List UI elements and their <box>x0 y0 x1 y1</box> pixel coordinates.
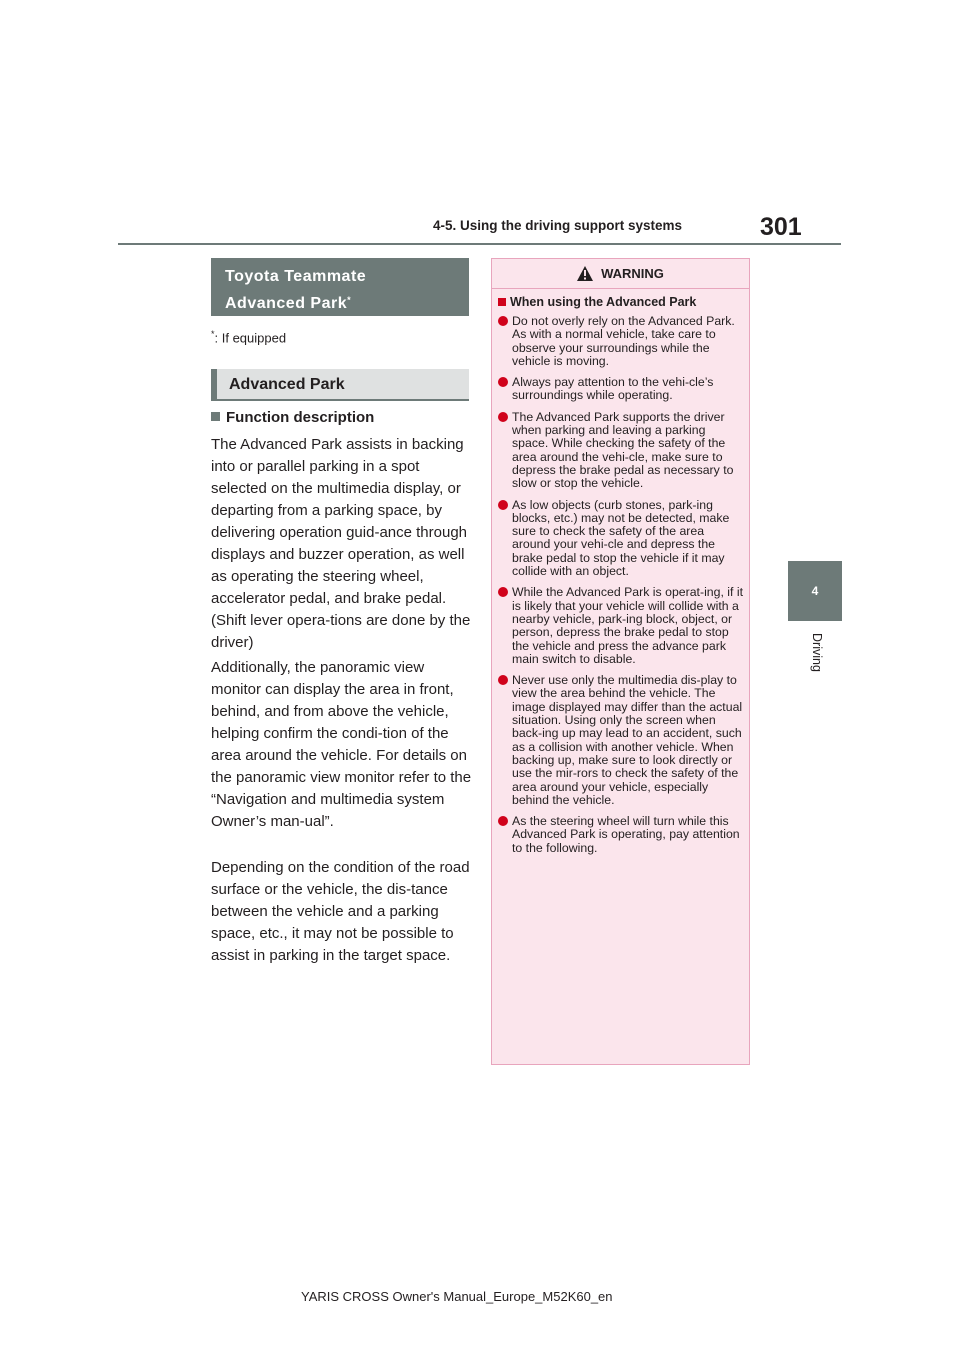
paragraph-2: Additionally, the panoramic view monitor can display the area in front, behind, and from above the vehicle, helping confirm the condi-tion of the area around the vehicle. For details on the panoramic view monitor refer to the “Navigation and multimedia system Owner’s man-ual”. <box>211 659 472 830</box>
chapter-tab-number: 4 <box>788 561 842 621</box>
warning-item: As the steering wheel will turn while this Advanced Park is operating, pay attention to the following. <box>498 815 745 855</box>
warning-item: As low objects (curb stones, park-ing blocks, etc.) may not be detected, make sure to check the safety of the area around your vehi-cle and depress the brake pedal to stop the vehicle if it may collide with an object. <box>498 499 745 579</box>
warning-header: WARNING <box>492 259 749 289</box>
chapter-tab-label: Driving <box>810 633 824 672</box>
title-block <box>211 258 469 316</box>
bullet-dot-icon <box>498 675 508 685</box>
warning-item: Never use only the multimedia dis-play to view the area behind the vehicle. The image displayed may differ than the actual situation. Using only the screen when back-ing up may lead to an accident, such as a collision with another vehicle. When backing up, make sure to look directly or use the mir-rors to check the safety of the area around your vehicle, especially behind the vehicle. <box>498 674 745 807</box>
section-title: 4-5. Using the driving support systems <box>433 218 683 233</box>
header-rule <box>118 243 841 245</box>
warning-box <box>491 258 750 1065</box>
bullet-dot-icon <box>498 816 508 826</box>
warning-item: Do not overly rely on the Advanced Park. As with a normal vehicle, take care to observe your surroundings while the vehicle is moving. <box>498 315 745 368</box>
bullet-dot-icon <box>498 412 508 422</box>
bullet-dot-icon <box>498 316 508 326</box>
title-line-1: Toyota Teammate <box>225 268 367 285</box>
warning-triangle-icon <box>577 266 593 281</box>
footnote: *: If equipped <box>211 329 287 346</box>
paragraph-1: The Advanced Park assists in backing into or parallel parking in a spot selected on the multimedia display, or departing from a parking space, by delivering operation guid-ance through displays and buzzer operation, as well as operating the steering wheel, accelerator pedal, and brake pedal. (Shift lever opera-tions are done by the driver) <box>211 436 471 651</box>
warning-item: While the Advanced Park is operat-ing, if it is likely that your vehicle will collide with a nearby vehicle, park-ing block, object, or person, depress the brake pedal to stop the vehicle and press the advance park main switch to disable. <box>498 586 745 666</box>
subsection-heading: Function description <box>211 409 374 426</box>
section-heading: Advanced Park <box>211 369 469 401</box>
warning-item: Always pay attention to the vehi-cle’s surroundings while operating. <box>498 376 745 403</box>
paragraph-3: Depending on the condition of the road surface or the vehicle, the dis-tance between the vehicle and a parking space, etc., it may not be possible to assist in parking in the target space. <box>211 859 470 964</box>
bullet-dot-icon <box>498 587 508 597</box>
bullet-dot-icon <box>498 500 508 510</box>
warning-item: The Advanced Park supports the driver when parking and leaving a parking space. While checking the safety of the area around the vehi-cle, make sure to depress the brake pedal as necessary to slow or stop the vehicle. <box>498 411 745 491</box>
square-bullet-icon <box>498 298 506 306</box>
square-bullet-icon <box>211 412 220 421</box>
title-marker: * <box>347 295 352 305</box>
page-footer: YARIS CROSS Owner's Manual_Europe_M52K60_en <box>301 1289 613 1304</box>
page-number: 301 <box>760 213 802 241</box>
bullet-dot-icon <box>498 377 508 387</box>
warning-subheading: When using the Advanced Park <box>498 295 745 309</box>
title-line-2: Advanced Park* <box>225 295 352 312</box>
